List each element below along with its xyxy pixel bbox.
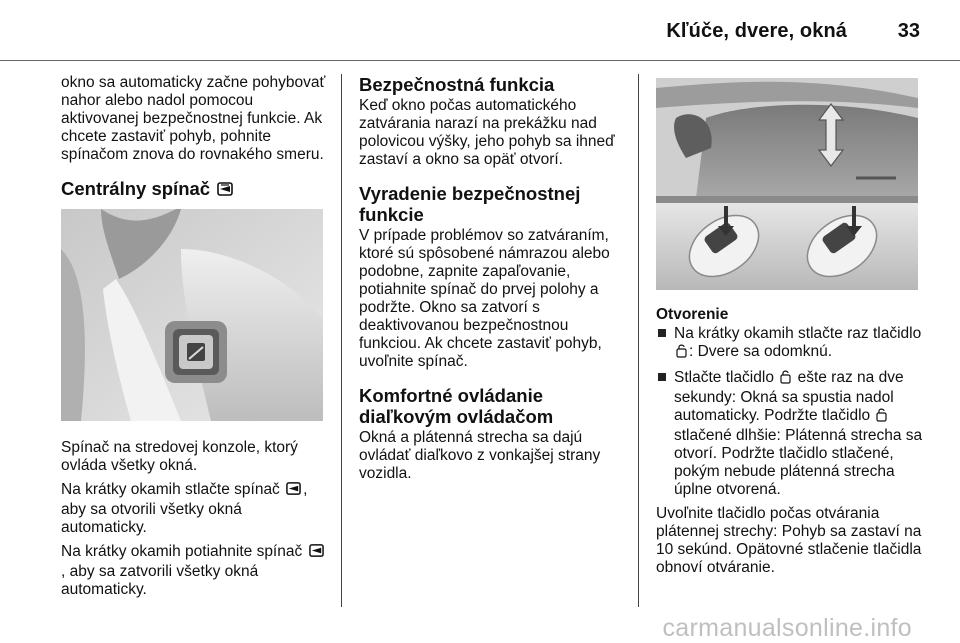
subheading-opening: Otvorenie bbox=[656, 306, 729, 323]
page-header bbox=[0, 0, 960, 60]
window-switch-icon bbox=[217, 180, 233, 201]
section-heading-remote-control: Komfortné ovládanie diaľkovým ovládačom bbox=[359, 385, 554, 427]
bullet-icon bbox=[658, 329, 666, 337]
unlock-key-icon bbox=[876, 407, 887, 427]
disable-safety-text: V prípade problémov so zatváraním, ktoré sú spôsobené námrazou alebo podobne, zapnite zapaľovanie, potiahnite spínač do prvej polohy a podržte. Okno sa zatvorí s deaktivovanou bezpečnostnou funkciou. Ak chcete zastaviť pohyb, uvoľnite spínač. bbox=[359, 227, 610, 370]
remote-control-text: Okná a plátenná strecha sa dajú ovládať diaľkovo z vonkajšej strany vozidla. bbox=[359, 429, 601, 482]
release-button-text: Uvoľnite tlačidlo počas otvárania plátennej strechy: Pohyb sa zastaví na 10 sekúnd. Opätovné stlačenie tlačidla obnoví otváranie. bbox=[656, 505, 922, 576]
page-number: 33 bbox=[897, 20, 920, 42]
bullet-icon bbox=[658, 373, 666, 381]
intro-text: okno sa automaticky začne pohybovať nahor alebo nadol pomocou aktivovanej bezpečnostnej funkcie. Ak chcete zastaviť pohyb, pohnite spínačom znova do rovnakého smeru. bbox=[61, 74, 326, 163]
header-rule bbox=[0, 60, 960, 61]
column-2 bbox=[359, 74, 629, 489]
close-windows-text: Na krátky okamih potiahnite spínač , aby sa zatvorili všetky okná automaticky. bbox=[61, 543, 326, 599]
unlock-key-icon bbox=[780, 369, 791, 389]
section-heading-disable-safety: Vyradenie bezpečnostnej funkcie bbox=[359, 183, 581, 225]
column-1 bbox=[61, 74, 326, 605]
figure-caption: Spínač na stredovej konzole, ktorý ovláda všetky okná. bbox=[61, 439, 298, 474]
column-3 bbox=[656, 74, 924, 583]
column-divider-2 bbox=[638, 74, 639, 607]
unlock-key-icon bbox=[676, 343, 687, 363]
center-console-image bbox=[61, 209, 323, 421]
window-switch-icon bbox=[309, 543, 324, 563]
window-switch-icon bbox=[286, 481, 301, 501]
page-title: Kľúče, dvere, okná bbox=[666, 20, 847, 42]
watermark: carmanualsonline.info bbox=[662, 614, 912, 642]
list-item: Na krátky okamih stlačte raz tlačidlo : Dvere sa odomknú. bbox=[656, 325, 924, 363]
open-windows-text: Na krátky okamih stlačte spínač , aby sa otvorili všetky okná automaticky. bbox=[61, 481, 308, 536]
column-divider-1 bbox=[341, 74, 342, 607]
section-heading-central-switch: Centrálny spínač bbox=[61, 178, 326, 201]
car-window-and-key-image bbox=[656, 78, 918, 290]
section-heading-safety: Bezpečnostná funkcia bbox=[359, 74, 555, 95]
safety-text: Keď okno počas automatického zatvárania narazí na prekážku nad polovicou výšky, jeho pohyb sa ihneď zastaví a okno sa opäť otvorí. bbox=[359, 97, 615, 168]
list-item: Stlačte tlačidlo ešte raz na dve sekundy: Okná sa spustia nadol automaticky. Podržte tlačidlo stlačené dlhšie: Plátenná strecha sa otvorí. Podržte tlačidlo stlačené, pokým nebude plátenná strecha úplne otvorená. bbox=[656, 369, 924, 499]
